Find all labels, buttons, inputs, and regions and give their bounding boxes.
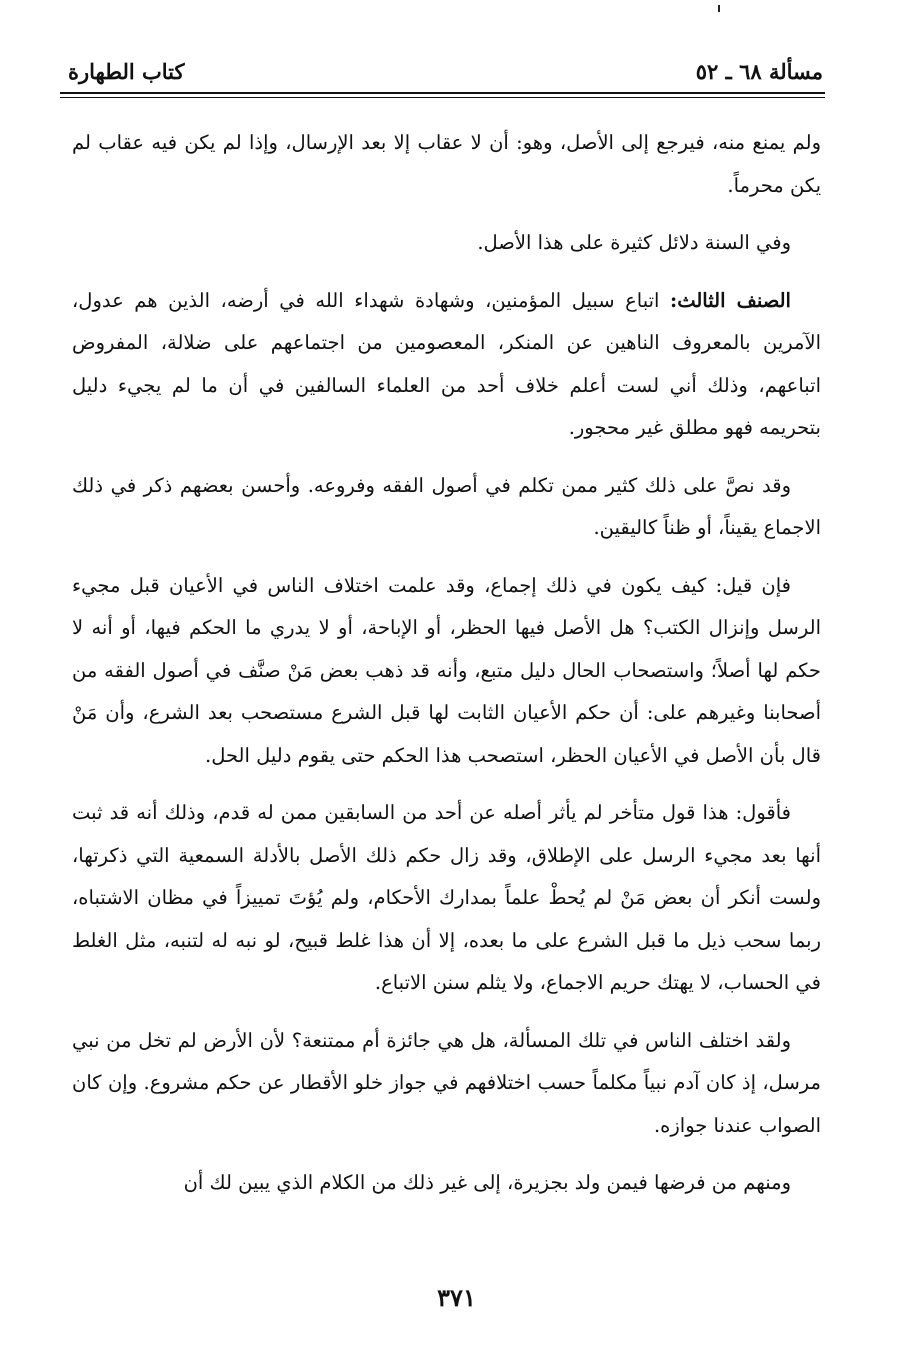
- paragraph-text: فأقول: هذا قول متأخر لم يأثر أصله عن أحد من السابقين ممن له قدم، وذلك أنه قد ثبت أنها بعد مجيء الرسل على الإطلاق، وقد زال حكم ذلك الأصل بالأدلة السمعية التي ذكرتها، ولست أنكر أن بعض مَنْ لم يُحطْ علماً بمدارك الأحكام، ولم يُؤتَ تمييزاً في مظان الاشتباه، ربما سحب ذيل ما قبل الشرع على ما بعده، إلا أن هذا غلط قبيح، لو نبه له لتنبه، مثل الغلط في الحساب، لا يهتك حريم الاجماع، ولا يثلم سنن الاتباع.: [72, 801, 821, 994]
- paragraph: [72, 280, 821, 450]
- running-header: [68, 54, 823, 88]
- header-rule: [60, 92, 825, 98]
- paragraph: [72, 122, 821, 207]
- paragraph: [72, 565, 821, 778]
- paragraph-text: ولم يمنع منه، فيرجع إلى الأصل، وهو: أن لا عقاب إلا بعد الإرسال، وإذا لم يكن فيه عقاب لم يكن محرماً.: [72, 131, 821, 197]
- paragraph: [72, 792, 821, 1005]
- paragraph-text: وفي السنة دلائل كثيرة على هذا الأصل.: [477, 231, 791, 254]
- paragraph-text: ومنهم من فرضها فيمن ولد بجزيرة، إلى غير ذلك من الكلام الذي يبين لك أن: [183, 1171, 791, 1194]
- issue-reference: مسألة ٦٨ ـ ٥٢: [695, 58, 823, 84]
- paragraph-text: ولقد اختلف الناس في تلك المسألة، هل هي جائزة أم ممتنعة؟ لأن الأرض لم تخل من نبي مرسل، إذ كان آدم نبياً مكلماً حسب اختلافهم في جواز خلو الأقطار عن حكم مشروع. وإن كان الصواب عندنا جوازه.: [72, 1028, 821, 1137]
- paragraph-text: اتباع سبيل المؤمنين، وشهادة شهداء الله في أرضه، الذين هم عدول، الآمرين بالمعروف الناهين عن المنكر، المعصومين من اجتماعهم على ضلالة، المفروض اتباعهم، وذلك أني لست أعلم خلاف أحد من العلماء السالفين في أن ما لم يجيء دليل بتحريمه فهو مطلق غير محجور.: [72, 288, 821, 439]
- book-title: كتاب الطهارة: [68, 58, 185, 84]
- paragraph: [72, 465, 821, 550]
- paragraph-lead: الصنف الثالث:: [670, 288, 791, 312]
- paragraph: [72, 222, 821, 265]
- print-speck: [718, 5, 720, 12]
- paragraph-text: فإن قيل: كيف يكون في ذلك إجماع، وقد علمت اختلاف الناس في الأعيان قبل مجيء الرسل وإنزال الكتب؟ هل الأصل فيها الحظر، أو الإباحة، أو لا يدري ما الحكم فيها، أو أنه لا حكم لها أصلاً؛ واستصحاب الحال دليل متبع، وأنه قد ذهب بعض مَنْ صنَّف في أصول الفقه من أصحابنا وغيرهم على: أن حكم الأعيان الثابت لها قبل الشرع مستصحب بعد الشرع، وأن مَنْ قال بأن الأصل في الأعيان الحظر، استصحب هذا الحكم حتى يقوم دليل الحل.: [72, 573, 821, 767]
- page-number: ٣٧١: [437, 1283, 476, 1312]
- paragraph-text: وقد نصَّ على ذلك كثير ممن تكلم في أصول الفقه وفروعه. وأحسن بعضهم ذكر في ذلك الاجماع يقيناً، أو ظناً كاليقين.: [72, 473, 821, 539]
- paragraph: [72, 1162, 821, 1205]
- main-text: [72, 122, 821, 1220]
- paragraph: [72, 1020, 821, 1148]
